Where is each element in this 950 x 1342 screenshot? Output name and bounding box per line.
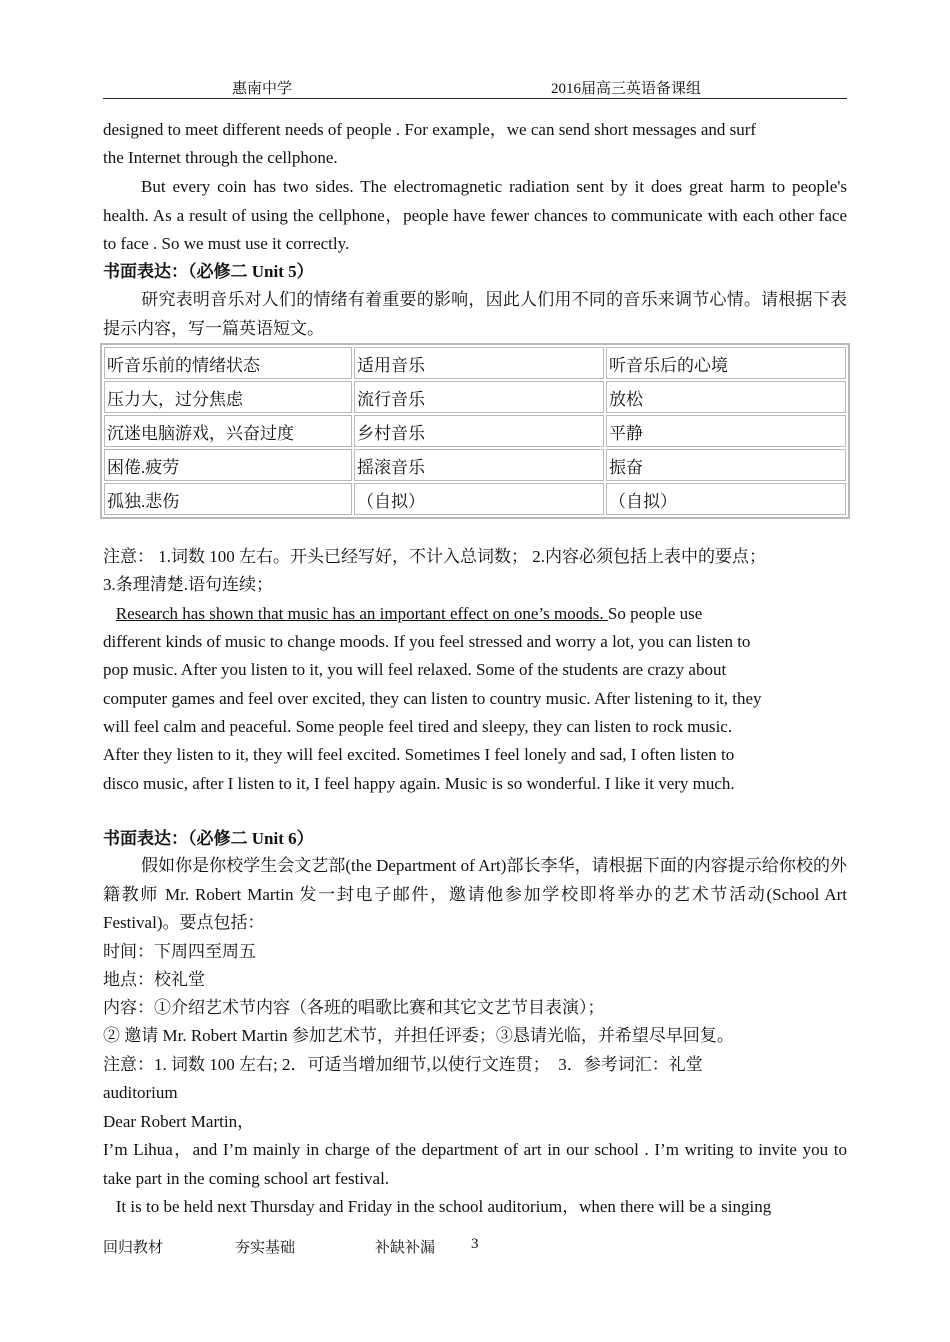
unit6-content: 内容：①介绍艺术节内容（各班的唱歌比赛和其它文艺节目表演）；: [103, 998, 605, 1017]
essay-line: will feel calm and peaceful. Some people feel tired and sleepy, they can listen to rock music.: [103, 717, 733, 736]
table-row: [104, 381, 846, 413]
unit6-note-line-1: 注意：1. 词数 100 左右; 2．可适当增加细节,以使行文连贯； 3．参考词汇：礼堂: [103, 1055, 703, 1074]
essay-line: After they listen to it, they will feel excited. Sometimes I feel lonely and sad, I often listen to: [103, 745, 735, 764]
table-row: [104, 449, 846, 481]
unit5-note-line-2: 3.条理清楚.语句连续；: [103, 575, 273, 594]
table-header-row: [104, 347, 846, 379]
unit6-time: 时间：下周四至周五: [103, 942, 256, 961]
letter-greeting: Dear Robert Martin，: [103, 1112, 255, 1131]
table-row: [104, 415, 846, 447]
essay-line: different kinds of music to change moods. If you feel stressed and worry a lot, you can listen to: [103, 632, 751, 651]
continuation-paragraph: [103, 173, 847, 259]
essay-line-1-rest: So people use: [607, 604, 703, 623]
footer-item-2: 夯实基础: [235, 1240, 296, 1256]
continuation-line-2: the Internet through the cellphone.: [103, 148, 338, 167]
footer-item-3: 补缺补漏: [375, 1240, 436, 1256]
table-cell: 振奋: [606, 449, 846, 481]
table-header-cell: 适用音乐: [354, 347, 604, 379]
table-cell: （自拟）: [354, 483, 604, 515]
table-cell: 压力大，过分焦虑: [104, 381, 352, 413]
essay-line: disco music, after I listen to it, I feel happy again. Music is so wonderful. I like it very much.: [103, 774, 735, 793]
unit6-heading: 书面表达：（必修二 Unit 6）: [103, 829, 314, 848]
unit5-note-line-1: 注意： 1.词数 100 左右。开头已经写好，不计入总词数； 2.内容必须包括上表中的要点；: [103, 547, 766, 566]
unit5-prompt: [103, 286, 847, 343]
unit5-prompt-text: 研究表明音乐对人们的情绪有着重要的影响，因此人们用不同的音乐来调节心情。请根据下表提示内容，写一篇英语短文。: [103, 290, 847, 338]
unit6-prompt-text: 假如你是你校学生会文艺部(the Department of Art)部长李华，请根据下面的内容提示给你校的外籍教师 Mr. Robert Martin 发一封电子邮件，邀请他参加学校即将举办的艺术节活动(School Art Festival)。要点包括：: [103, 856, 847, 932]
unit6-content-2: ② 邀请 Mr. Robert Martin 参加艺术节，并担任评委；③恳请光临，并希望尽早回复。: [103, 1026, 734, 1045]
header-group-name: 2016届高三英语备课组: [551, 81, 702, 97]
letter-paragraph-1: I’m Lihua，and I’m mainly in charge of the department of art in our school . I’m writing to invite you to take part in the coming school art festival.: [103, 1140, 847, 1188]
essay-line: computer games and feel over excited, they can listen to country music. After listening to it, they: [103, 689, 762, 708]
table-cell: 平静: [606, 415, 846, 447]
essay-line: pop music. After you listen to it, you will feel relaxed. Some of the students are crazy about: [103, 660, 727, 679]
table-header-cell: 听音乐后的心境: [606, 347, 846, 379]
table-cell: 沉迷电脑游戏，兴奋过度: [104, 415, 352, 447]
table-cell: 流行音乐: [354, 381, 604, 413]
header-school-name: 惠南中学: [232, 81, 293, 97]
page-number: 3: [471, 1236, 479, 1252]
unit5-heading: 书面表达：（必修二 Unit 5）: [103, 262, 314, 281]
unit6-note-line-2: auditorium: [103, 1083, 178, 1102]
continuation-paragraph-text: But every coin has two sides. The electromagnetic radiation sent by it does great harm to people's health. As a result of using the cellphone，people have fewer chances to communicate with each other face to face . So we must use it correctly.: [103, 177, 847, 253]
table-row: [104, 483, 846, 515]
essay-line-1: [103, 600, 847, 629]
table-cell: 困倦.疲劳: [104, 449, 352, 481]
essay-opening-sentence: Research has shown that music has an important effect on one’s moods.: [115, 604, 608, 623]
unit6-prompt: [103, 852, 847, 938]
table-cell: 孤独.悲伤: [104, 483, 352, 515]
letter-paragraph-2-text: It is to be held next Thursday and Friday in the school auditorium，when there will be a singing: [115, 1197, 772, 1216]
continuation-line-1: designed to meet different needs of people . For example，we can send short messages and surf: [103, 120, 757, 139]
table-cell: 乡村音乐: [354, 415, 604, 447]
header-divider: [103, 98, 847, 99]
table-cell: 摇滚音乐: [354, 449, 604, 481]
table-cell: （自拟）: [606, 483, 846, 515]
footer-item-1: 回归教材: [103, 1240, 164, 1256]
table-header-cell: 听音乐前的情绪状态: [104, 347, 352, 379]
table-cell: 放松: [606, 381, 846, 413]
mood-music-table: [100, 343, 850, 519]
letter-paragraph-2: [103, 1193, 847, 1222]
unit6-place: 地点：校礼堂: [103, 970, 205, 989]
